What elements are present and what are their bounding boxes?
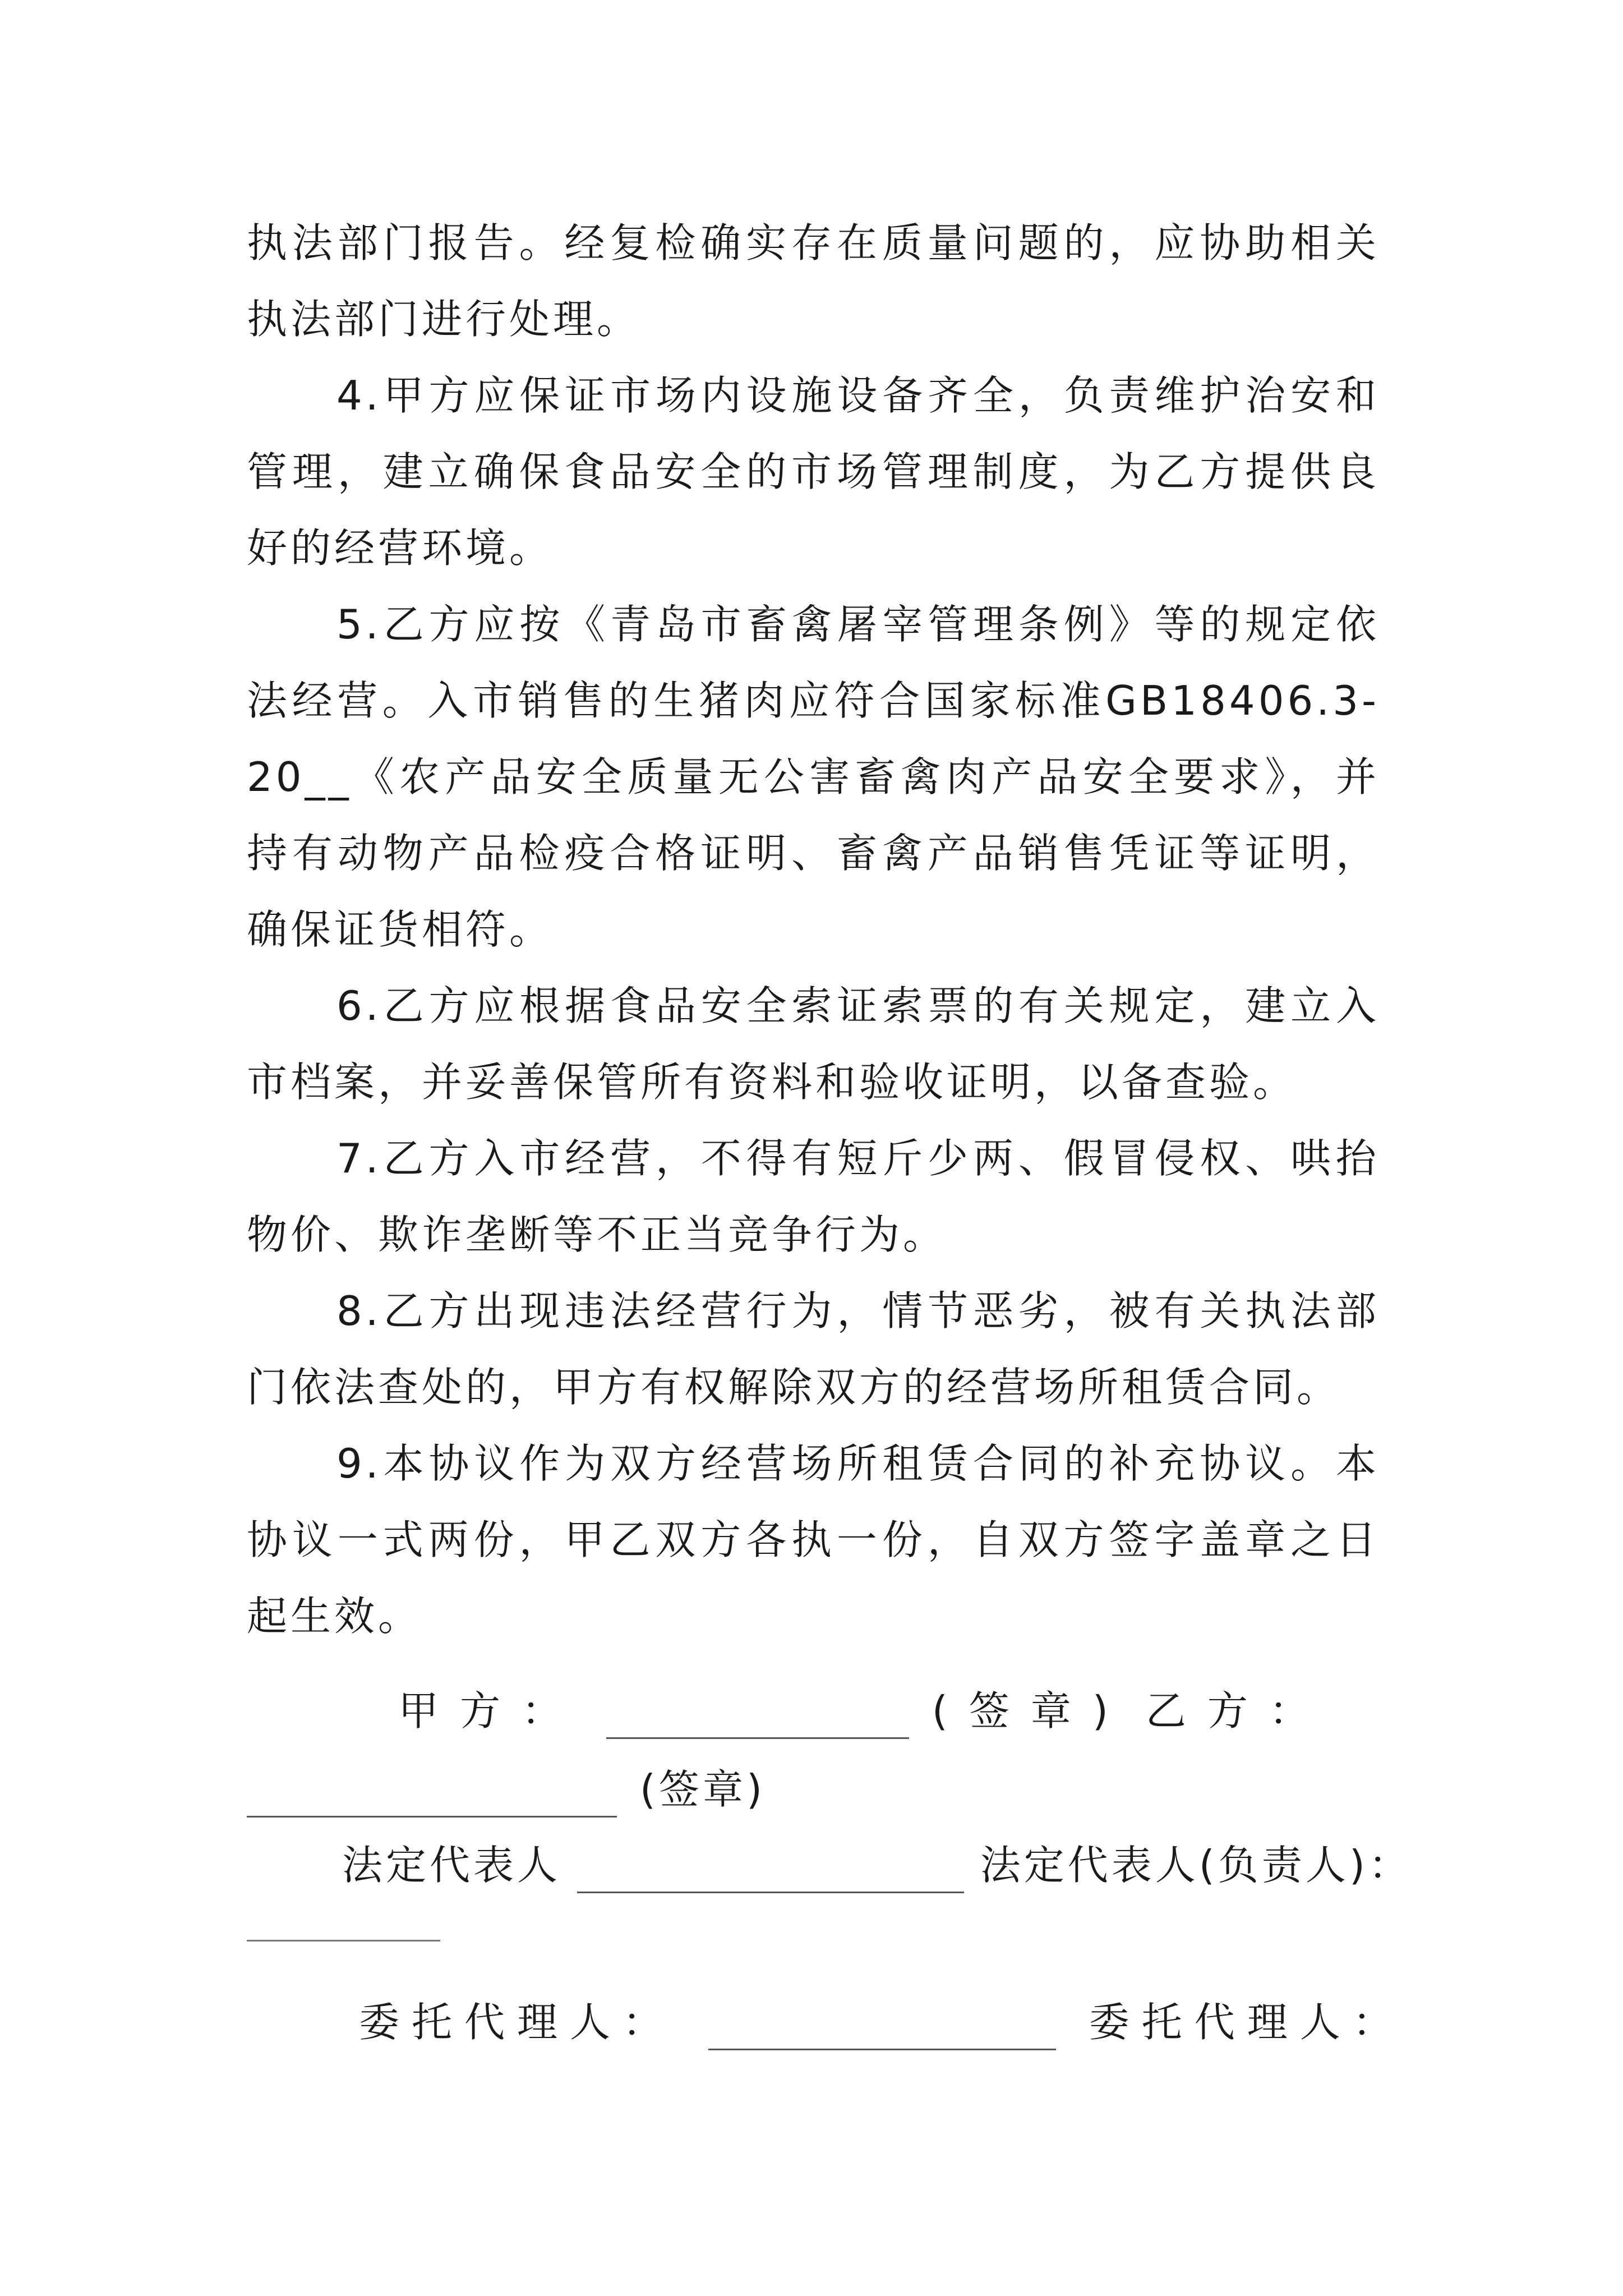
agent-a-blank	[708, 2009, 1056, 2050]
legal-rep-b-blank	[247, 1940, 440, 1941]
agent-b-label: 委托代理人：	[1089, 1999, 1405, 2046]
paragraph-clause-6: 6.乙方应根据食品安全索证索票的有关规定，建立入市档案，并妥善保管所有资料和验收证明，以备查验。	[247, 982, 1380, 1106]
paragraph-clause-4: 4.甲方应保证市场内设施设备齐全，负责维护治安和管理，建立确保食品安全的市场管理制度，为乙方提供良好的经营环境。	[247, 372, 1380, 572]
paragraph-clause-5: 5.乙方应按《青岛市畜禽屠宰管理条例》等的规定依法经营。入市销售的生猪肉应符合国家标准GB18406.3-20__《农产品安全质量无公害畜禽肉产品安全要求》，并持有动物产品检疫合格证明、畜禽产品销售凭证等证明，确保证货相符。	[247, 601, 1380, 953]
contract-body	[247, 205, 1380, 1654]
party-a-label: 甲方：	[398, 1687, 584, 1734]
legal-rep-a-blank	[577, 1852, 964, 1893]
paragraph-clause-7: 7.乙方入市经营，不得有短斤少两、假冒侵权、哄抬物价、欺诈垄断等不正当竞争行为。	[247, 1135, 1380, 1258]
signature-row-agent	[359, 1994, 1405, 2050]
legal-rep-a-label: 法定代表人	[342, 1842, 561, 1889]
agent-a-label: 委托代理人：	[359, 1999, 676, 2046]
signature-row-party-b	[247, 1761, 766, 1818]
legal-rep-b-label: 法定代表人(负责人)：	[980, 1842, 1412, 1889]
signature-row-legal-rep	[342, 1837, 1412, 1893]
party-b-label: 乙方：	[1145, 1687, 1331, 1734]
party-a-seal-label: (签章)	[932, 1687, 1129, 1734]
party-b-seal-label: (签章)	[639, 1766, 766, 1813]
party-a-signature-blank	[606, 1698, 909, 1739]
signature-row-parties	[398, 1683, 1331, 1739]
paragraph-clause-8: 8.乙方出现违法经营行为，情节恶劣，被有关执法部门依法查处的，甲方有权解除双方的经营场所租赁合同。	[247, 1287, 1380, 1411]
paragraph-clause-9: 9.本协议作为双方经营场所租赁合同的补充协议。本协议一式两份，甲乙双方各执一份，自双方签字盖章之日起生效。	[247, 1440, 1380, 1640]
paragraph-continuation: 执法部门报告。经复检确实存在质量问题的，应协助相关执法部门进行处理。	[247, 219, 1380, 343]
party-b-signature-blank	[247, 1777, 617, 1818]
